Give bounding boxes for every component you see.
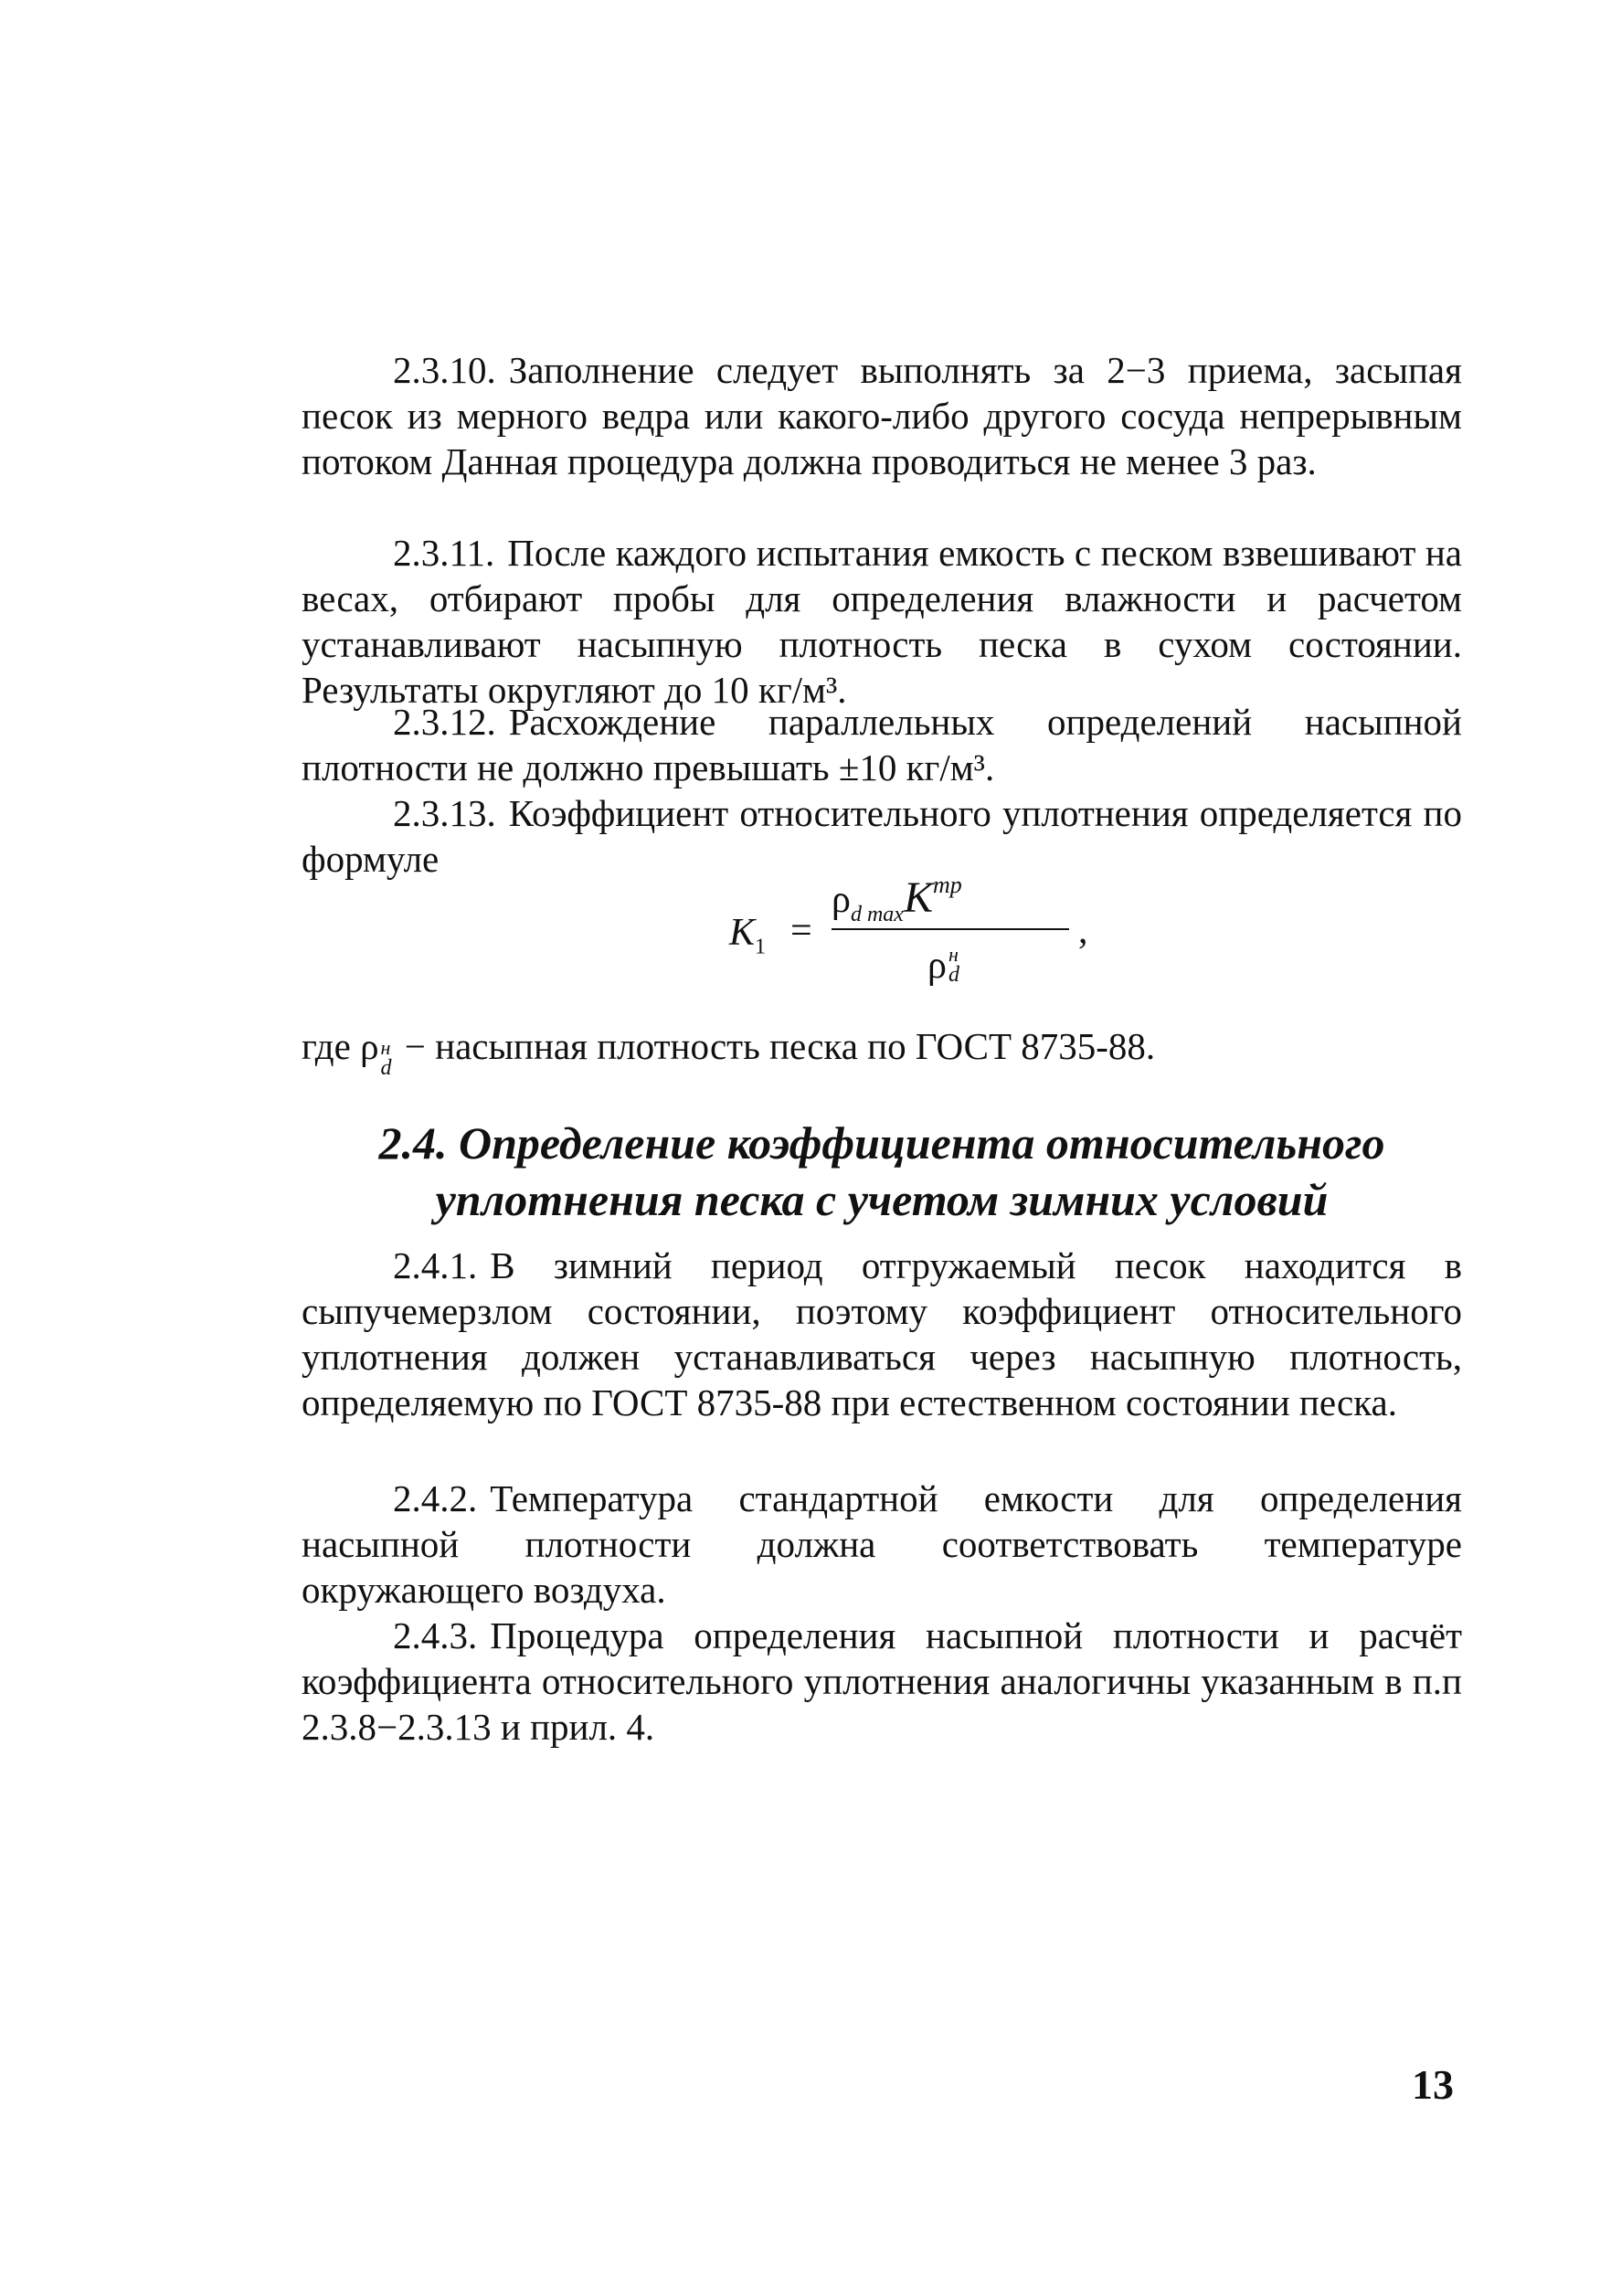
paragraph-2-4-1 (302, 1243, 1462, 1425)
paragraph-text: Расхождение параллельных определений насыпной плотности не должно превышать ±10 кг/м³. (302, 701, 1462, 788)
section-heading-line-2: уплотнения песка с учетом зимних условий (435, 1174, 1329, 1225)
paragraph-number: 2.4.3. (393, 1614, 478, 1656)
paragraph-2-3-13 (302, 790, 1462, 882)
paragraph-text: В зимний период отгружаемый песок находится в сыпучемерзлом состоянии, поэтому коэффициент относительного уплотнения должен устанавливаться через насыпную плотность, определяемую по ГОСТ 8735-88 при естественном состоянии песка. (302, 1244, 1462, 1423)
paragraph-text: После каждого испытания емкость с песком взвешивают на весах, отбирают пробы для определения влажности и расчетом устанавливают насыпную плотность песка в сухом состоянии. Результаты округляют до 10 кг/м³. (302, 532, 1462, 711)
compaction-formula (722, 873, 1115, 1010)
paragraph-2-3-10 (302, 347, 1462, 484)
fraction-bar (832, 928, 1069, 930)
formula-lhs: $K_1$ (729, 912, 767, 959)
formula-numerator: $\rho_{d max}K^{mp}$ (832, 872, 962, 926)
section-heading-2-4 (302, 1115, 1462, 1228)
page-number: 13 (1412, 2061, 1454, 2108)
paragraph-number: 2.4.2. (393, 1477, 478, 1519)
paragraph-2-3-12 (302, 699, 1462, 790)
paragraph-number: 2.3.12. (393, 701, 496, 743)
paragraph-number: 2.3.11. (393, 532, 495, 574)
paragraph-number: 2.3.13. (393, 792, 496, 834)
paragraph-number: 2.4.1. (393, 1244, 478, 1286)
paragraph-text: Процедура определения насыпной плотности и расчёт коэффициента относительного уплотнения аналогичны указанным в п.п 2.3.8−2.3.13 и прил. 4. (302, 1614, 1462, 1748)
paragraph-text: Коэффициент относительного уплотнения определяется по формуле (302, 792, 1462, 880)
paragraph-2-3-11 (302, 530, 1462, 713)
paragraph-number: 2.3.10. (393, 349, 496, 391)
section-heading-line-1: 2.4. Определение коэффициента относительного (378, 1117, 1385, 1169)
formula-equals: = (790, 910, 812, 952)
formula-where-line: где ρ н d − насыпная плотность песка по ГОСТ 8735-88. (302, 1025, 1156, 1080)
formula-denominator: ρ н d (927, 943, 959, 988)
formula-comma: , (1078, 910, 1088, 952)
paragraph-2-4-3 (302, 1613, 1462, 1750)
paragraph-text: Температура стандартной емкости для определения насыпной плотности должна соответствовать температуре окружающего воздуха. (302, 1477, 1462, 1611)
paragraph-2-4-2 (302, 1476, 1462, 1613)
paragraph-text: Заполнение следует выполнять за 2−3 приема, засыпая песок из мерного ведра или какого-либо другого сосуда непрерывным потоком Данная процедура должна проводиться не менее 3 раз. (302, 349, 1462, 482)
